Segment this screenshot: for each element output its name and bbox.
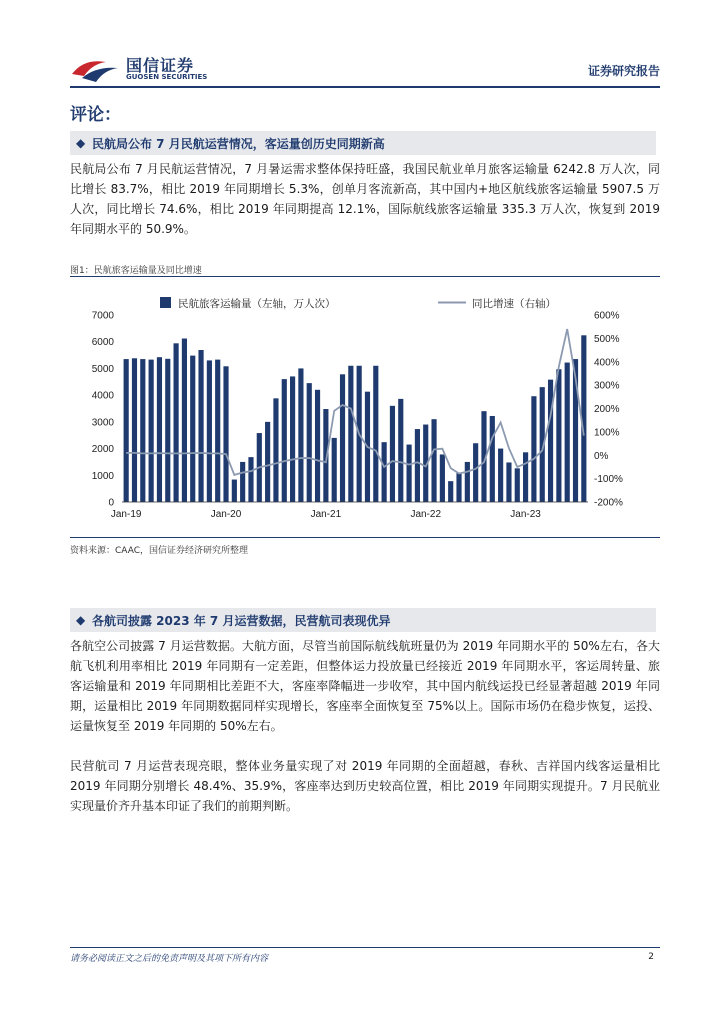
chart-bar bbox=[265, 422, 270, 502]
x-tick-label: Jan-19 bbox=[110, 509, 142, 520]
y-right-tick-label: 100% bbox=[594, 427, 620, 439]
y-right-tick-label: 0% bbox=[594, 450, 609, 462]
section-2-heading-text: 各航司披露 2023 年 7 月运营数据，民营航司表现优异 bbox=[92, 614, 391, 628]
section-1-heading-text: 民航局公布 7 月民航运营情况，客运量创历史同期新高 bbox=[92, 137, 385, 151]
x-tick-label: Jan-21 bbox=[310, 509, 342, 520]
chart-bar bbox=[290, 376, 295, 502]
chart-bar bbox=[232, 480, 237, 502]
chart-bar bbox=[157, 357, 162, 502]
y-right-tick-label: -100% bbox=[594, 474, 623, 486]
chart-bar bbox=[132, 358, 137, 502]
chart-bar bbox=[456, 473, 461, 502]
chart-bar bbox=[565, 363, 570, 502]
chart-bar bbox=[215, 360, 220, 502]
chart-bar bbox=[223, 366, 228, 502]
chart-bar bbox=[556, 369, 561, 502]
logo-chinese: 国信证券 bbox=[126, 56, 195, 75]
figure-source: 资料来源：CAAC，国信证券经济研究所整理 bbox=[70, 546, 248, 556]
footer-divider bbox=[70, 947, 660, 948]
y-right-tick-label: 300% bbox=[594, 380, 620, 392]
chart-bar bbox=[198, 350, 203, 502]
diamond-bullet-icon: ◆ bbox=[76, 613, 86, 627]
y-right-tick-label: -200% bbox=[594, 497, 623, 509]
x-tick-label: Jan-23 bbox=[510, 509, 541, 520]
section-2-paragraph-1: 各航空公司披露 7 月运营数据。大航方面，尽管当前国际航线航班量仍为 2019 年同期水平的 50%左右，各大航飞机利用率相比 2019 年同期有一定差距，但整体运力投放量已经接近 2019 年同期水平，客运周转量、旅客运输量和 2019 年同期相比差距不大，客座率降幅进一步收窄，其中国内航线运投已经显著超越 2019 年同期，运量相比 2019 年同期数据同样实现增长，客座率全面恢复至 75%以上。国际市场仍在稳步恢复，运投、运量恢复至 2019 年同期的 50%左右。 bbox=[70, 639, 660, 733]
chart-bar bbox=[248, 457, 253, 502]
chart-bar bbox=[373, 366, 378, 502]
logo-mark-icon bbox=[70, 54, 120, 84]
chart-bar bbox=[515, 468, 520, 502]
x-tick-label: Jan-22 bbox=[410, 509, 442, 520]
y-right-tick-label: 200% bbox=[594, 404, 620, 415]
passenger-volume-chart bbox=[70, 280, 660, 535]
section-2-paragraph-2: 民营航司 7 月运营表现亮眼，整体业务量实现了对 2019 年同期的全面超越，春秋、吉祥国内线客运量相比 2019 年同期分别增长 48.4%、35.9%，客座率达到历史较高位置，相比 2019 年同期实现提升。7 月民航业实现量价齐升基本印证了我们的前期判断。 bbox=[70, 759, 660, 813]
y-left-tick-label: 4000 bbox=[91, 390, 114, 402]
chart-bar bbox=[390, 406, 395, 502]
chart-bar bbox=[348, 366, 353, 502]
chart-bar bbox=[490, 416, 495, 502]
logo-english: GUOSEN SECURITIES bbox=[126, 73, 208, 81]
diamond-bullet-icon: ◆ bbox=[76, 136, 86, 150]
y-right-tick-label: 400% bbox=[594, 357, 620, 369]
section-1-heading bbox=[70, 131, 656, 155]
y-left-tick-label: 2000 bbox=[91, 444, 114, 456]
y-left-tick-label: 6000 bbox=[91, 337, 114, 349]
chart-bar bbox=[149, 360, 154, 502]
figure-caption: 图1：民航旅客运输量及同比增速 bbox=[70, 266, 202, 276]
chart-bar bbox=[298, 368, 303, 502]
chart-bar bbox=[473, 443, 478, 502]
company-logo bbox=[70, 50, 208, 88]
chart-bar bbox=[140, 359, 145, 502]
chart-bar bbox=[315, 390, 320, 502]
y-left-tick-label: 1000 bbox=[91, 470, 114, 482]
chart-bar bbox=[282, 379, 287, 502]
chart-bar bbox=[448, 481, 453, 502]
legend-bar-label: 民航旅客运输量（左轴，万人次） bbox=[178, 298, 336, 310]
chart-bar bbox=[165, 359, 170, 502]
chart-bar bbox=[190, 356, 195, 502]
chart-bar bbox=[240, 462, 245, 502]
legend-line-label: 同比增速（右轴） bbox=[472, 298, 556, 310]
report-type-label: 证券研究报告 bbox=[587, 64, 660, 78]
x-tick-label: Jan-20 bbox=[210, 509, 242, 520]
section-2-heading bbox=[70, 608, 656, 632]
chart-bar bbox=[548, 380, 553, 502]
chart-bar bbox=[415, 429, 420, 502]
chart-bar bbox=[340, 374, 345, 502]
chart-bar bbox=[465, 462, 470, 502]
y-left-tick-label: 0 bbox=[108, 497, 114, 509]
section-title: 评论： bbox=[70, 105, 121, 125]
section-1-paragraph: 民航局公布 7 月民航运营情况，7 月暑运需求整体保持旺盛，我国民航业单月旅客运输量 6242.8 万人次，同比增长 83.7%，相比 2019 年同期增长 5.3%，创单月客流新高，其中国内+地区航线旅客运输量 5907.5 万人次，同比增长 74.6%，相比 2019 年同期提高 12.1%，国际航线旅客运输量 335.3 万人次，恢复到 2019 年同期水平的 50.9%。 bbox=[70, 162, 660, 236]
chart-bar bbox=[498, 449, 503, 502]
chart-bar bbox=[273, 398, 278, 502]
chart-bar bbox=[182, 339, 187, 502]
y-right-tick-label: 600% bbox=[594, 310, 620, 322]
page-number: 2 bbox=[648, 952, 654, 962]
chart-bar bbox=[332, 438, 337, 502]
page-header bbox=[70, 48, 660, 90]
figure-top-rule bbox=[70, 276, 660, 277]
chart-bar bbox=[382, 442, 387, 502]
y-right-tick-label: 500% bbox=[594, 333, 620, 345]
chart-bar bbox=[407, 445, 412, 502]
chart-bar bbox=[531, 396, 536, 502]
chart-bar bbox=[307, 383, 312, 502]
header-divider bbox=[70, 86, 660, 88]
chart-bar bbox=[398, 399, 403, 502]
chart-bar bbox=[506, 462, 511, 502]
legend-bar-swatch bbox=[160, 297, 171, 308]
chart-bar bbox=[523, 452, 528, 502]
chart-bar bbox=[440, 454, 445, 502]
chart-bar bbox=[174, 343, 179, 502]
y-left-tick-label: 5000 bbox=[91, 363, 114, 375]
chart-bar bbox=[207, 360, 212, 502]
footer-disclaimer: 请务必阅读正文之后的免责声明及其项下所有内容 bbox=[70, 954, 269, 964]
y-left-tick-label: 3000 bbox=[91, 417, 114, 429]
chart-bar bbox=[124, 359, 129, 502]
y-left-tick-label: 7000 bbox=[91, 310, 114, 322]
chart-bar bbox=[431, 419, 436, 502]
figure-bottom-rule bbox=[70, 537, 660, 538]
